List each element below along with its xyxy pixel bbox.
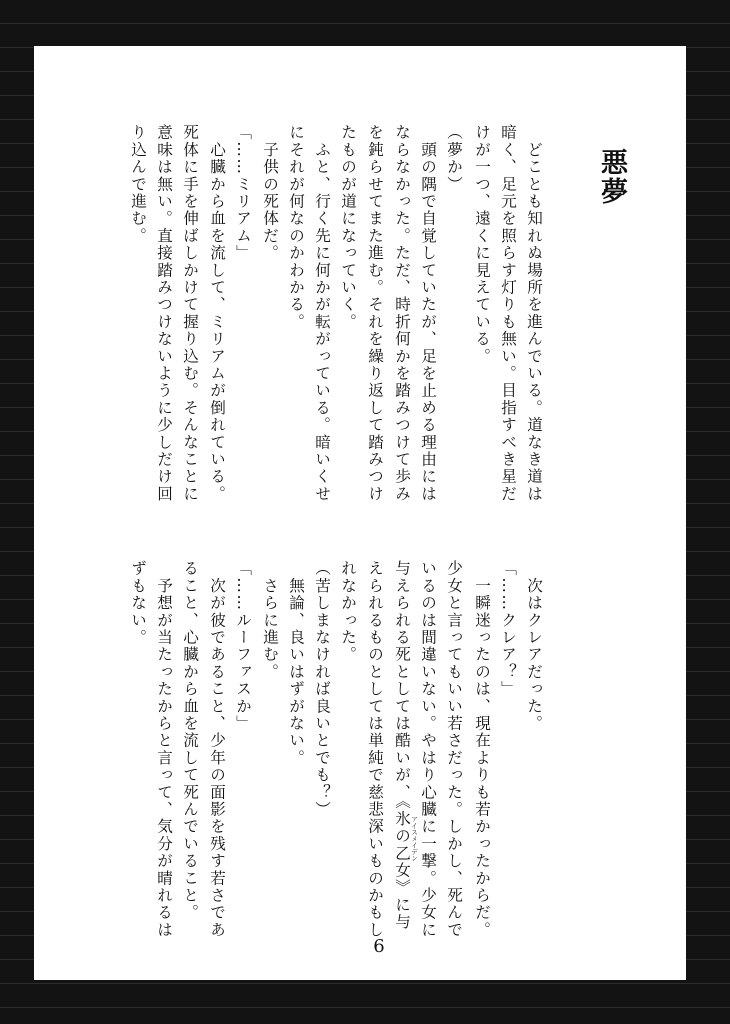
text-line: 「……ミリアム」 xyxy=(234,124,252,262)
text-line: にそれが何なのかわかる。 xyxy=(287,124,305,331)
chapter-title: 悪夢 xyxy=(596,148,627,206)
text-line: ならなかった。ただ、時折何かを踏みつけて歩み xyxy=(393,124,411,503)
text-line: （夢か） xyxy=(445,124,463,193)
text-line: （苦しまなければ良いとでも？） xyxy=(313,560,331,818)
text-line: ること、心臓から血を流して死んでいること。 xyxy=(181,560,199,922)
text-line: さらに進む。 xyxy=(261,560,279,681)
text-line: 次はクレアだった。 xyxy=(525,560,543,732)
text-line: 無論、良いはずがない。 xyxy=(287,560,305,767)
text-line: 子供の死体だ。 xyxy=(261,124,279,262)
text-line: 予想が当たったからと言って、気分が晴れるは xyxy=(155,560,173,939)
text-line: 一瞬迷ったのは、現在よりも若かったからだ。 xyxy=(473,560,491,939)
text-line: けが一つ、遠くに見えている。 xyxy=(473,124,491,365)
text-line: ふと、行く先に何かが転がっている。暗いくせ xyxy=(313,124,331,503)
text-line: いるのは間違いない。やはり心臓に一撃。少女に xyxy=(419,560,437,939)
text-line: り込んで進む。 xyxy=(129,124,147,245)
text-line: 少女と言ってもいい若さだった。しかし、死んで xyxy=(445,560,463,939)
book-page xyxy=(34,46,686,980)
text-line: たものが道になっていく。 xyxy=(339,124,357,331)
text-line: れなかった。 xyxy=(339,560,357,664)
text-line: 頭の隅で自覚していたが、足を止める理由には xyxy=(419,124,437,503)
text-line: 「……クレア？」 xyxy=(499,560,517,698)
text-line: 意味は無い。直接踏みつけないように少しだけ回 xyxy=(155,124,173,503)
text-line: 暗く、足元を照らす灯りも無い。目指すべき星だ xyxy=(499,124,517,503)
ruby-annotation: アイスメイデン xyxy=(410,816,418,862)
text-line: 次が彼であること、少年の面影を残す若さであ xyxy=(208,560,226,939)
text-line: ずもない。 xyxy=(129,560,147,646)
text-line: 死体に手を伸ばしかけて握り込む。そんなことに xyxy=(181,124,199,503)
text-line: えられるものとしては単純で慈悲深いものかもし xyxy=(366,560,384,939)
text-line: を鈍らせてまた進む。それを繰り返して踏みつけ xyxy=(366,124,384,503)
text-line: どことも知れぬ場所を進んでいる。道なき道は xyxy=(525,124,543,503)
text-line: 与えられる死としては酷いが、《氷の乙女》に与 xyxy=(393,560,411,931)
text-line: 「……ルーファスか」 xyxy=(234,560,252,732)
page-number: 6 xyxy=(373,936,385,957)
text-line: 心臓から血を流して、ミリアムが倒れている。 xyxy=(208,124,226,503)
